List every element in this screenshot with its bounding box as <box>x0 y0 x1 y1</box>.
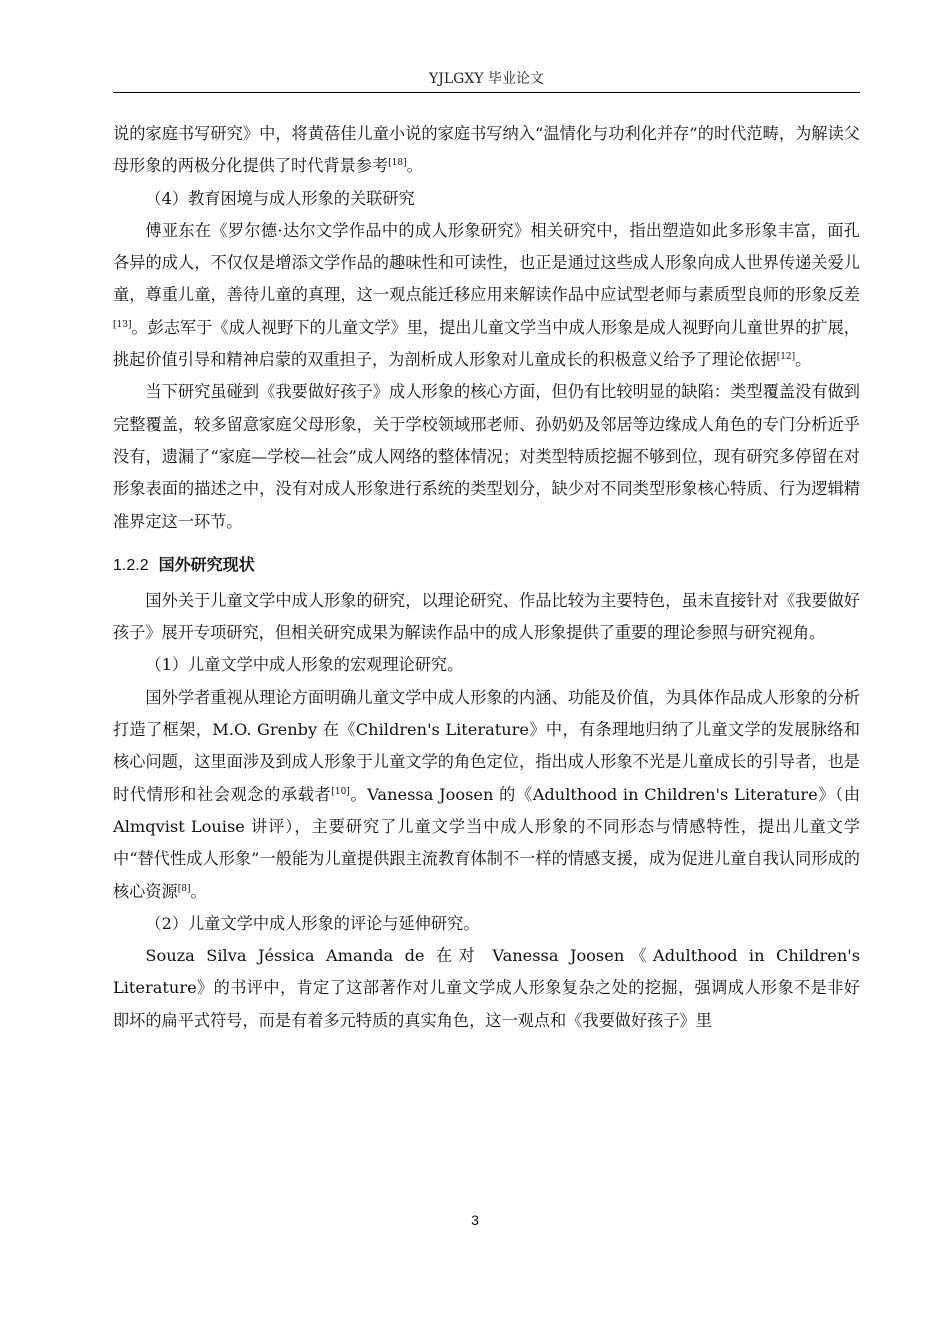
paragraph-text: 傅亚东在《罗尔德·达尔文学作品中的成人形象研究》相关研究中，指出塑造如此多形象丰富，面孔各异的成人，不仅仅是增添文学作品的趣味性和可读性，也正是通过这些成人形象向成人世界传递关爱儿童，尊重儿童，善待儿童的真理，这一观点能迁移应用来解读作品中应试型老师与素质型良师的形象反差 <box>113 220 860 305</box>
paragraph-text: 。 <box>406 156 423 176</box>
paragraph-text: 。 <box>190 881 207 901</box>
paragraph: Souza Silva Jéssica Amanda de 在对 Vanessa Joosen《Adulthood in Children's Literature》的书评中，肯定了这部著作对儿童文学成人形象复杂之处的挖掘，强调成人形象不是非好即坏的扁平式符号，而是有着多元特质的真实角色，这一观点和《我要做好孩子》里 <box>113 946 860 1030</box>
page-header: YJLGXY 毕业论文 <box>113 70 860 93</box>
citation: [13] <box>113 319 132 330</box>
citation: [12] <box>776 352 796 363</box>
paragraph-text: 。彭志军于《成人视野下的儿童文学》里，提出儿童文学当中成人形象是成人视野向儿童世界的扩展，挑起价值引导和精神启蒙的双重担子，为剖析成人形象对儿童成长的积极意义给予了理论依据 <box>113 317 860 370</box>
section-heading <box>113 550 860 581</box>
paragraph: 当下研究虽碰到《我要做好孩子》成人形象的核心方面，但仍有比较明显的缺陷：类型覆盖没有做到完整覆盖，较多留意家庭父母形象，关于学校领域邢老师、孙奶奶及邻居等边缘成人角色的专门分析近乎没有，遗漏了“家庭—学校—社会”成人网络的整体情况；对类型特质挖掘不够到位，现有研究多停留在对形象表面的描述之中，没有对成人形象进行系统的类型划分，缺少对不同类型形象核心特质、行为逻辑精准界定这一环节。 <box>113 382 860 531</box>
paragraph-text: 国外学者重视从理论方面明确儿童文学中成人形象的内涵、功能及价值，为具体作品成人形象的分析打造了框架，M.O. Grenby 在《Children's Literature》中，有条理地归纳了儿童文学的发展脉络和核心问题，这里面涉及到成人形象于儿童文学的角色定位，指出成人形象不光是儿童成长的引导者，也是时代情形和社会观念的承载者 <box>113 687 860 804</box>
list-item: （1）儿童文学中成人形象的宏观理论研究。 <box>145 655 464 675</box>
list-item: （4）教育困境与成人形象的关联研究 <box>145 188 415 208</box>
paragraph <box>113 215 860 376</box>
paragraph: 国外关于儿童文学中成人形象的研究，以理论研究、作品比较为主要特色，虽未直接针对《我要做好孩子》展开专项研究，但相关研究成果为解读作品中的成人形象提供了重要的理论参照与研究视角。 <box>113 590 860 643</box>
citation: [18] <box>388 158 407 169</box>
paragraph-text: 。 <box>795 350 812 370</box>
paragraph-text: 说的家庭书写研究》中，将黄蓓佳儿童小说的家庭书写纳入“温情化与功利化并存”的时代范畴，为解读父母形象的两极分化提供了时代背景参考 <box>113 124 860 176</box>
paragraph <box>113 682 860 908</box>
section-title: 国外研究现状 <box>158 554 255 574</box>
document-body <box>113 118 860 1037</box>
section-number: 1.2.2 <box>113 556 149 574</box>
paragraph-text: 。Vanessa Joosen 的《Adulthood in Children's Literature》（由 Almqvist Louise 讲评），主要研究了儿童文学当中成人形象的不同形态与情感特性，提出儿童文学中“替代性成人形象”一般能为儿童提供跟主流教育体制不一样的情感支援，成为促进儿童自我认同形成的核心资源 <box>113 784 861 901</box>
list-item: （2）儿童文学中成人形象的评论与延伸研究。 <box>145 913 480 933</box>
citation: [10] <box>331 786 350 797</box>
citation: [8] <box>177 883 191 894</box>
paragraph <box>113 118 860 183</box>
page-number: 3 <box>471 1212 479 1228</box>
